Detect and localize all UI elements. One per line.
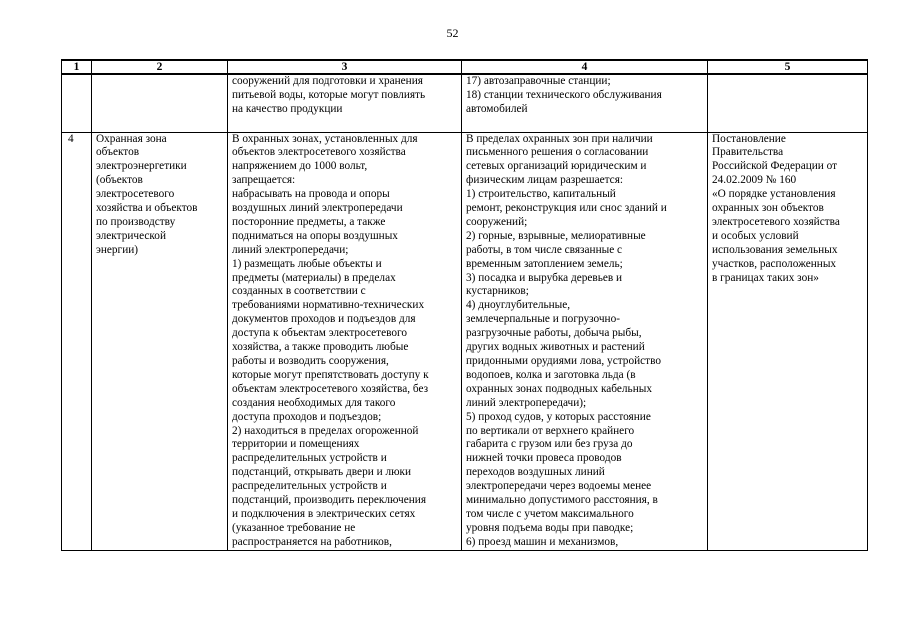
text-line: требованиями нормативно-технических bbox=[232, 299, 425, 312]
text-line: 17) автозаправочные станции; bbox=[466, 75, 611, 87]
cell bbox=[92, 74, 228, 132]
text-line: минимально допустимого расстояния, в bbox=[466, 494, 658, 507]
text-line: 2) находиться в пределах огороженной bbox=[232, 424, 419, 437]
text-line: распределительных устройств и bbox=[232, 452, 387, 465]
text-line: кустарников; bbox=[466, 285, 529, 298]
table-row-4 bbox=[62, 132, 868, 550]
text-line: подниматься на опоры воздушных bbox=[232, 229, 398, 242]
header-cell: 5 bbox=[708, 60, 868, 74]
text-line: использования земельных bbox=[712, 243, 838, 256]
regulation-table bbox=[61, 59, 868, 551]
text-line: объектам электросетевого хозяйства, без bbox=[232, 382, 429, 395]
text-line: (объектов bbox=[96, 174, 143, 187]
text-line: участков, расположенных bbox=[712, 257, 837, 270]
text-line: ремонт, реконструкция или снос зданий и bbox=[466, 202, 667, 215]
text-line: линий электропередачи; bbox=[232, 243, 349, 256]
text-line: распространяется на работников, bbox=[232, 535, 392, 548]
text-line: которые могут препятствовать доступу к bbox=[232, 368, 429, 381]
text-line: письменного решения о согласовании bbox=[466, 146, 649, 159]
text-line: по производству bbox=[96, 215, 176, 228]
text-line: охранных зон объектов bbox=[712, 202, 824, 215]
text-line: распределительных устройств и bbox=[232, 480, 387, 493]
text-line: набрасывать на провода и опоры bbox=[232, 188, 390, 201]
text-line: документов проходов и подъездов для bbox=[232, 313, 416, 326]
text-line: Российской Федерации от bbox=[712, 160, 838, 173]
cell-restrictions bbox=[228, 132, 462, 550]
text-line: работы, в том числе связанные с bbox=[466, 243, 623, 256]
text-line: (указанное требование не bbox=[232, 521, 356, 534]
text-line: том числе с учетом максимального bbox=[466, 507, 634, 520]
text-line: электросетевого хозяйства bbox=[712, 215, 840, 228]
text-line: запрещается: bbox=[232, 174, 296, 187]
header-cell: 1 bbox=[62, 60, 92, 74]
text-line: 4) дноуглубительные, bbox=[466, 299, 571, 312]
text-line: землечерпальные и погрузочно- bbox=[466, 313, 620, 326]
text-line: по вертикали от верхнего крайнего bbox=[466, 424, 635, 437]
text-line: сооружений для подготовки и хранения bbox=[232, 75, 423, 87]
text-line: объектов электросетевого хозяйства bbox=[232, 146, 406, 159]
text-line: Охранная зона bbox=[96, 132, 167, 145]
cell bbox=[462, 74, 708, 132]
header-cell: 4 bbox=[462, 60, 708, 74]
table-row-continued bbox=[62, 74, 868, 132]
text-line: других водных животных и растений bbox=[466, 341, 645, 354]
cell-object-type bbox=[92, 132, 228, 550]
text-line: подстанций, производить переключения bbox=[232, 494, 427, 507]
text-line: 5) проход судов, у которых расстояние bbox=[466, 410, 651, 423]
text-line: хозяйства и объектов bbox=[96, 202, 198, 215]
text-line: 3) посадка и вырубка деревьев и bbox=[466, 271, 623, 284]
text-line: энергии) bbox=[96, 243, 139, 256]
text-line: создания необходимых для такого bbox=[232, 396, 396, 409]
text-line: питьевой воды, которые могут повлиять bbox=[232, 88, 426, 101]
text-line: «О порядке установления bbox=[712, 188, 836, 201]
text-line: электропередачи через водоемы менее bbox=[466, 480, 652, 493]
text-line: сетевых организаций юридическим и bbox=[466, 160, 647, 173]
text-line: нижней точки провеса проводов bbox=[466, 452, 622, 465]
text-line: доступа проходов и подъездов; bbox=[232, 410, 382, 423]
text-line: на качество продукции bbox=[232, 102, 343, 115]
text-line: 1) строительство, капитальный bbox=[466, 188, 616, 201]
text-line: водопоев, колка и заготовка льда (в bbox=[466, 368, 636, 381]
header-cell: 3 bbox=[228, 60, 462, 74]
text-line: работы и возводить сооружения, bbox=[232, 355, 389, 367]
text-line: 2) горные, взрывные, мелиоративные bbox=[466, 229, 646, 242]
text-line: доступа к объектам электросетевого bbox=[232, 327, 408, 340]
text-line: предметы (материалы) в пределах bbox=[232, 271, 396, 284]
text-line: В охранных зонах, установленных для bbox=[232, 132, 418, 145]
text-line: электроэнергетики bbox=[96, 160, 187, 173]
cell bbox=[708, 74, 868, 132]
cell bbox=[62, 74, 92, 132]
text-line: и особых условий bbox=[712, 229, 799, 242]
text-line: 18) станции технического обслуживания bbox=[466, 88, 662, 101]
text-line: линий электропередачи); bbox=[466, 396, 587, 409]
table-header-row bbox=[62, 60, 868, 74]
text-line: созданных в соответствии с bbox=[232, 285, 366, 298]
text-line: В пределах охранных зон при наличии bbox=[466, 132, 653, 145]
text-line: объектов bbox=[96, 146, 140, 159]
text-line: сооружений; bbox=[466, 215, 528, 228]
text-line: переходов воздушных линий bbox=[466, 466, 605, 479]
text-line: временным затоплением земель; bbox=[466, 257, 623, 270]
text-line: Правительства bbox=[712, 146, 784, 159]
text-line: 1) размещать любые объекты и bbox=[232, 257, 382, 270]
text-line: подстанций, открывать двери и люки bbox=[232, 466, 412, 479]
cell bbox=[228, 74, 462, 132]
text-line: охранных зонах подводных кабельных bbox=[466, 382, 652, 395]
text-line: посторонние предметы, а также bbox=[232, 215, 386, 228]
cell-permissions bbox=[462, 132, 708, 550]
text-line: 24.02.2009 № 160 bbox=[712, 174, 797, 187]
text-line: электрической bbox=[96, 229, 167, 242]
text-line: Постановление bbox=[712, 132, 786, 145]
text-line: автомобилей bbox=[466, 102, 528, 115]
text-line: хозяйства, а также проводить любые bbox=[232, 341, 409, 354]
text-line: напряжением до 1000 вольт, bbox=[232, 160, 368, 173]
text-line: территории и помещениях bbox=[232, 438, 360, 451]
text-line: придонными орудиями лова, устройство bbox=[466, 355, 661, 367]
text-line: разгрузочные работы, добыча рыбы, bbox=[466, 327, 642, 340]
text-line: 6) проезд машин и механизмов, bbox=[466, 535, 619, 548]
text-line: воздушных линий электропередачи bbox=[232, 202, 403, 215]
cell-legal-basis bbox=[708, 132, 868, 550]
text-line: физическим лицам разрешается: bbox=[466, 174, 624, 187]
text-line: электросетевого bbox=[96, 188, 175, 201]
text-line: и подключения в электрических сетях bbox=[232, 507, 416, 520]
text-line: габарита с грузом или без груза до bbox=[466, 438, 633, 451]
header-cell: 2 bbox=[92, 60, 228, 74]
text-line: 4 bbox=[68, 132, 74, 145]
cell-row-number bbox=[62, 132, 92, 550]
page-number: 52 bbox=[446, 26, 459, 40]
text-line: в границах таких зон» bbox=[712, 271, 819, 284]
text-line: уровня подъема воды при паводке; bbox=[466, 521, 634, 534]
